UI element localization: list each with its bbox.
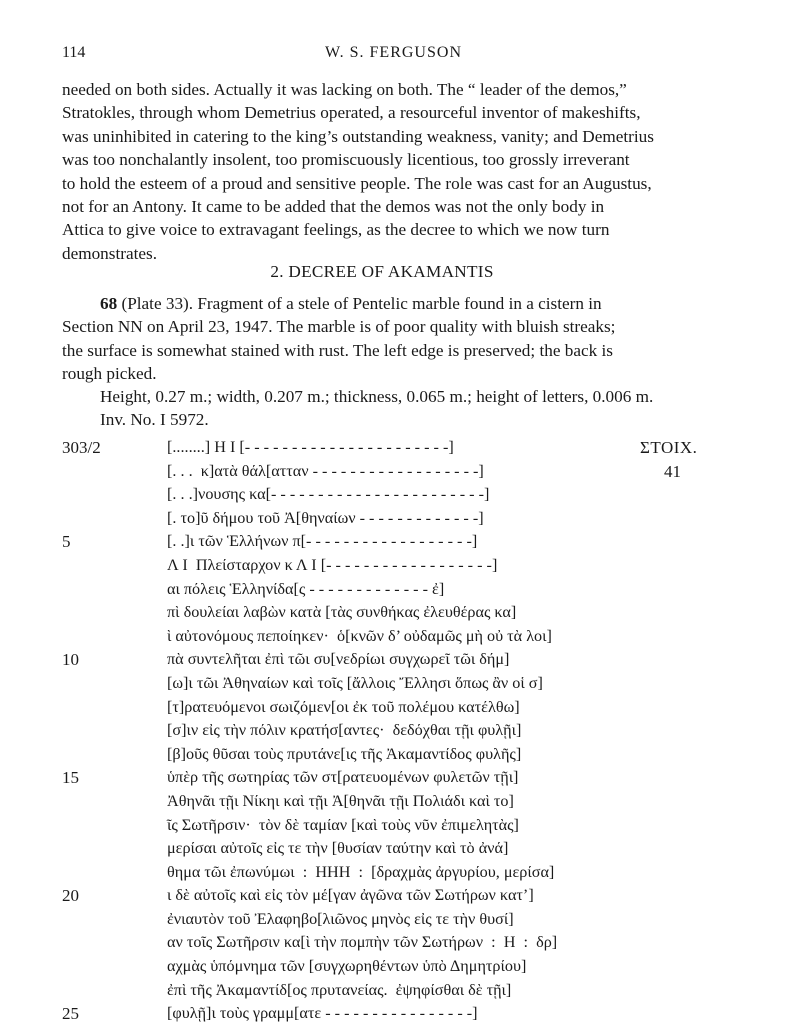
inscription-line	[62, 438, 722, 462]
greek-text: [ω]ι τῶι Ἀθηναίων καὶ τοῖς [ἄλλοις Ἔλλησι ὅπως ἂν οἱ σ]	[167, 673, 543, 692]
paragraph-line: was uninhibited in catering to the king’s outstanding weakness, vanity; and Demetrius	[62, 126, 654, 146]
greek-text: πὰ συντελῆται ἐπὶ τῶι συ[νεδρίωι συγχωρεῖ τῶι δήμ]	[167, 650, 510, 669]
running-title: W. S. FERGUSON	[325, 44, 462, 61]
paragraph-line: demonstrates.	[62, 243, 157, 263]
line-number: 20	[62, 886, 79, 906]
inscription-line	[62, 933, 722, 957]
line-number: 303/2	[62, 438, 101, 457]
paragraph-line: Stratokles, through whom Demetrius operated, a resourceful inventor of makeshifts,	[62, 103, 641, 123]
greek-text: ὑπὲρ τῆς σωτηρίας τῶν στ[ρατευομένων φυλετῶν τῇι]	[167, 768, 519, 787]
greek-text: αχμὰς ὑπόμνημα τῶν [συγχωρηθέντων ὑπὸ Δημητρίου]	[167, 957, 527, 976]
paragraph-line: to hold the esteem of a proud and sensitive people. The role was cast for an Augustus,	[62, 173, 652, 193]
greek-text: [. . .]νουσης κα[- - - - - - - - - - - - - - - - - - - - - - -]	[167, 485, 490, 504]
measurements	[100, 385, 702, 432]
inscription-line	[62, 650, 722, 674]
greek-text: ῖς Σωτῆρσιν· τὸν δὲ ταμίαν [καὶ τοὺς νῦν ἐπιμελητὰς]	[167, 815, 519, 834]
greek-text: θημα τῶι ἐπωνύμωι : HHH : [δραχμὰς ἀργυρίου, μερίσα]	[167, 862, 555, 881]
entry-line-text: (Plate 33). Fragment of a stele of Pentelic marble found in a cistern in	[117, 294, 602, 313]
inscription-line	[62, 580, 722, 604]
inscription-line	[62, 886, 722, 910]
inscription-line	[62, 745, 722, 769]
greek-text: [. το]ῦ δήμου τοῦ Ἀ[θηναίων - - - - - - - - - - - - -]	[167, 508, 484, 527]
inscription-line	[62, 532, 722, 556]
stoich-number: 41	[664, 461, 681, 481]
greek-text: Ἀθηνᾶι τῇι Νίκηι καὶ τῇι Ἀ[θηνᾶι τῇι Πολιάδι καὶ το]	[167, 791, 514, 810]
greek-text: ἐπὶ τῆς Ἀκαμαντίδ[ος πρυτανείας. ἐψηφίσθαι δὲ τῇι]	[167, 980, 512, 999]
greek-text: [σ]ιν εἰς τὴν πόλιν κρατήσ[αντες· δεδόχθαι τῇι φυλῇι]	[167, 721, 522, 740]
inscription-line	[62, 768, 722, 792]
inscription-line	[62, 981, 722, 1005]
line-number: 10	[62, 650, 79, 670]
page-number: 114	[62, 44, 86, 61]
greek-text: [. . . κ]ατὰ θάλ[ατταν - - - - - - - - - - - - - - - - - -]	[167, 461, 484, 480]
greek-text: [β]οῦς θῦσαι τοὺς πρυτάνε[ις τῆς Ἀκαμαντίδος φυλῆς]	[167, 744, 522, 763]
inscription-line	[62, 863, 722, 887]
inscription-line	[62, 462, 722, 486]
inscription-line	[62, 816, 722, 840]
inscription-line	[62, 627, 722, 651]
section-heading: 2. DECREE OF AKAMANTIS	[270, 262, 494, 281]
paragraph-line: Attica to give voice to extravagant feelings, as the decree to which we now turn	[62, 220, 610, 240]
greek-text: ὶ αὐτονόμους πεποίηκεν· ὁ[κνῶν δ’ οὐδαμῶς μὴ οὐ τὰ λοι]	[167, 626, 552, 645]
inscription-line	[62, 839, 722, 863]
inscription-line	[62, 792, 722, 816]
greek-text: [τ]ρατευόμενοι σωιζόμεν[οι ἐκ τοῦ πολέμου κατέλθω]	[167, 697, 520, 716]
inscription-line	[62, 556, 722, 580]
entry-description	[62, 292, 702, 386]
entry-line	[62, 292, 702, 315]
paragraph-line: was too nonchalantly insolent, too promiscuously licentious, too grossly irreverant	[62, 150, 630, 170]
inscription-line	[62, 509, 722, 533]
measurement-line: Height, 0.27 m.; width, 0.207 m.; thickness, 0.065 m.; height of letters, 0.006 m.	[100, 387, 654, 406]
greek-text: Λ I Πλείσταρχον κ Λ I [- - - - - - - - - - - - - - - - - -]	[167, 555, 498, 574]
entry-line: rough picked.	[62, 364, 157, 384]
inscription-line	[62, 603, 722, 627]
greek-text: ἐνιαυτὸν τοῦ Ἐλαφηβο[λιῶνος μηνὸς εἰς τε τὴν θυσί]	[167, 909, 514, 928]
greek-text: αν τοῖς Σωτῆρσιν κα[ὶ τὴν πομπὴν τῶν Σωτήρων : H : δρ]	[167, 933, 558, 952]
greek-text: [........] H I [- - - - - - - - - - - - - - - - - - - - - -]	[167, 438, 454, 456]
inscription-line	[62, 957, 722, 981]
inscription-line	[62, 698, 722, 722]
paragraph-line: not for an Antony. It came to be added that the demos was not the only body in	[62, 197, 605, 217]
inscription-line	[62, 1004, 722, 1028]
measurement-line: Inv. No. I 5972.	[100, 410, 209, 430]
inscription-line	[62, 910, 722, 934]
greek-text: [. .]ι τῶν Ἑλλήνων π[- - - - - - - - - - - - - - - - - -]	[167, 532, 478, 551]
paragraph-line: needed on both sides. Actually it was lacking on both. The “ leader of the demos,”	[62, 80, 627, 99]
greek-text: ι δὲ αὐτοῖς καὶ εἰς τὸν μέ[γαν ἀγῶνα τῶν Σωτήρων κατ’]	[167, 886, 534, 905]
entry-line: the surface is somewhat stained with rust. The left edge is preserved; the back is	[62, 340, 613, 360]
greek-text: πὶ δουλείαι λαβὼν κατὰ [τὰς συνθήκας ἐλευθέρας κα]	[167, 603, 517, 622]
entry-number: 68	[100, 294, 118, 313]
line-number: 5	[62, 532, 71, 552]
line-number: 15	[62, 768, 79, 788]
greek-text: μερίσαι αὐτοῖς εἰς τε τὴν [θυσίαν ταύτην καὶ τὸ ἀνά]	[167, 839, 509, 858]
paragraph-intro	[62, 78, 702, 265]
line-number: 25	[62, 1004, 79, 1024]
inscription-line	[62, 721, 722, 745]
inscription-line	[62, 674, 722, 698]
greek-text: [φυλῇ]ι τοὺς γραμμ[ατε - - - - - - - - - - - - - - - -]	[167, 1004, 478, 1023]
inscription-line	[62, 485, 722, 509]
greek-text: αι πόλεις Ἑλληνίδα[ς - - - - - - - - - - - - - ἐ]	[167, 579, 445, 598]
stoich-label: ΣTOIX.	[640, 438, 698, 457]
page-header	[62, 44, 725, 66]
entry-line: Section NN on April 23, 1947. The marble is of poor quality with bluish streaks;	[62, 317, 616, 337]
inscription-text	[62, 438, 722, 1028]
